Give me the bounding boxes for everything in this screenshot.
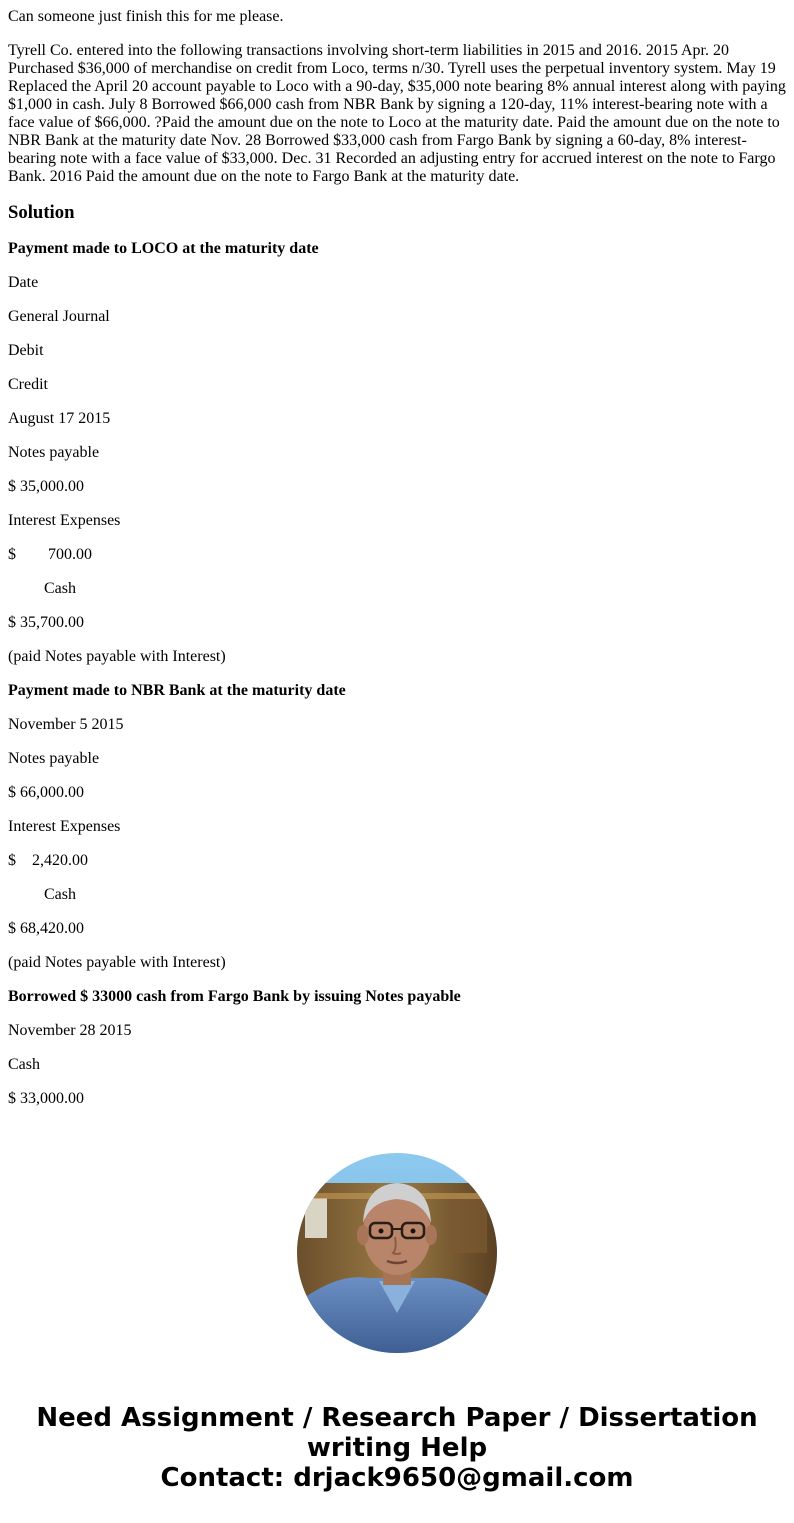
footer-line2: writing Help — [306, 1433, 488, 1463]
entry2-title: Payment made to NBR Bank at the maturity date — [8, 682, 346, 699]
entry3-date: November 28 2015 — [8, 1022, 132, 1039]
entry1-line1-account: Notes payable — [8, 444, 100, 461]
entry1-line3-amount: $ 35,700.00 — [8, 614, 84, 631]
entry2-line3-account: Cash — [8, 886, 76, 903]
footer-line1: Need Assignment / Research Paper / Dissertation — [36, 1403, 758, 1433]
solution-heading: Solution — [8, 202, 75, 223]
column-credit: Credit — [8, 376, 48, 393]
question-body: Tyrell Co. entered into the following transactions involving short-term liabilities in 2015 and 2016. 2015 Apr. 20 Purchased $36,000 of merchandise on credit from Loco, terms n/30. Tyrell uses the perpetual inventory system. May 19 Replaced the April 20 account payable to Loco with a 90-day, $35,000 note bearing 8% annual interest along with paying $1,000 in cash. July 8 Borrowed $66,000 cash from NBR Bank by signing a 120-day, 11% interest-bearing note with a face value of $66,000. ?Paid the amount due on the note to Loco at the maturity date. Paid the amount due on the note to NBR Bank at the maturity date Nov. 28 Borrowed $33,000 cash from Fargo Bank by signing a 60-day, 8% interest-bearing note with a face value of $33,000. Dec. 31 Recorded an adjusting entry for accrued interest on the note to Fargo Bank. 2016 Paid the amount due on the note to Fargo Bank at the maturity date. — [8, 42, 786, 185]
entry1-title: Payment made to LOCO at the maturity date — [8, 240, 319, 257]
author-photo-illustration — [297, 1153, 497, 1353]
entry3-title: Borrowed $ 33000 cash from Fargo Bank by issuing Notes payable — [8, 988, 461, 1005]
column-general-journal: General Journal — [8, 308, 110, 325]
entry2-line2-amount: $ 2,420.00 — [8, 852, 88, 869]
entry2-line1-amount: $ 66,000.00 — [8, 784, 84, 801]
footer-banner — [0, 1403, 794, 1493]
entry1-date: August 17 2015 — [8, 410, 111, 427]
author-avatar — [297, 1153, 497, 1353]
entry2-line1-account: Notes payable — [8, 750, 100, 767]
entry3-line1-account: Cash — [8, 1056, 40, 1073]
question-intro: Can someone just finish this for me please. — [8, 8, 284, 25]
footer-contact-line: Contact: drjack9650@gmail.com — [160, 1463, 634, 1493]
entry2-line3-amount: $ 68,420.00 — [8, 920, 84, 937]
entry1-line2-account: Interest Expenses — [8, 512, 121, 529]
entry2-line2-account: Interest Expenses — [8, 818, 121, 835]
entry1-line1-amount: $ 35,000.00 — [8, 478, 84, 495]
entry2-date: November 5 2015 — [8, 716, 124, 733]
entry2-memo: (paid Notes payable with Interest) — [8, 954, 226, 971]
entry1-memo: (paid Notes payable with Interest) — [8, 648, 226, 665]
column-date: Date — [8, 274, 39, 291]
entry1-line2-amount: $ 700.00 — [8, 546, 92, 563]
entry3-line1-amount: $ 33,000.00 — [8, 1090, 84, 1107]
entry1-line3-account: Cash — [8, 580, 76, 597]
column-debit: Debit — [8, 342, 44, 359]
